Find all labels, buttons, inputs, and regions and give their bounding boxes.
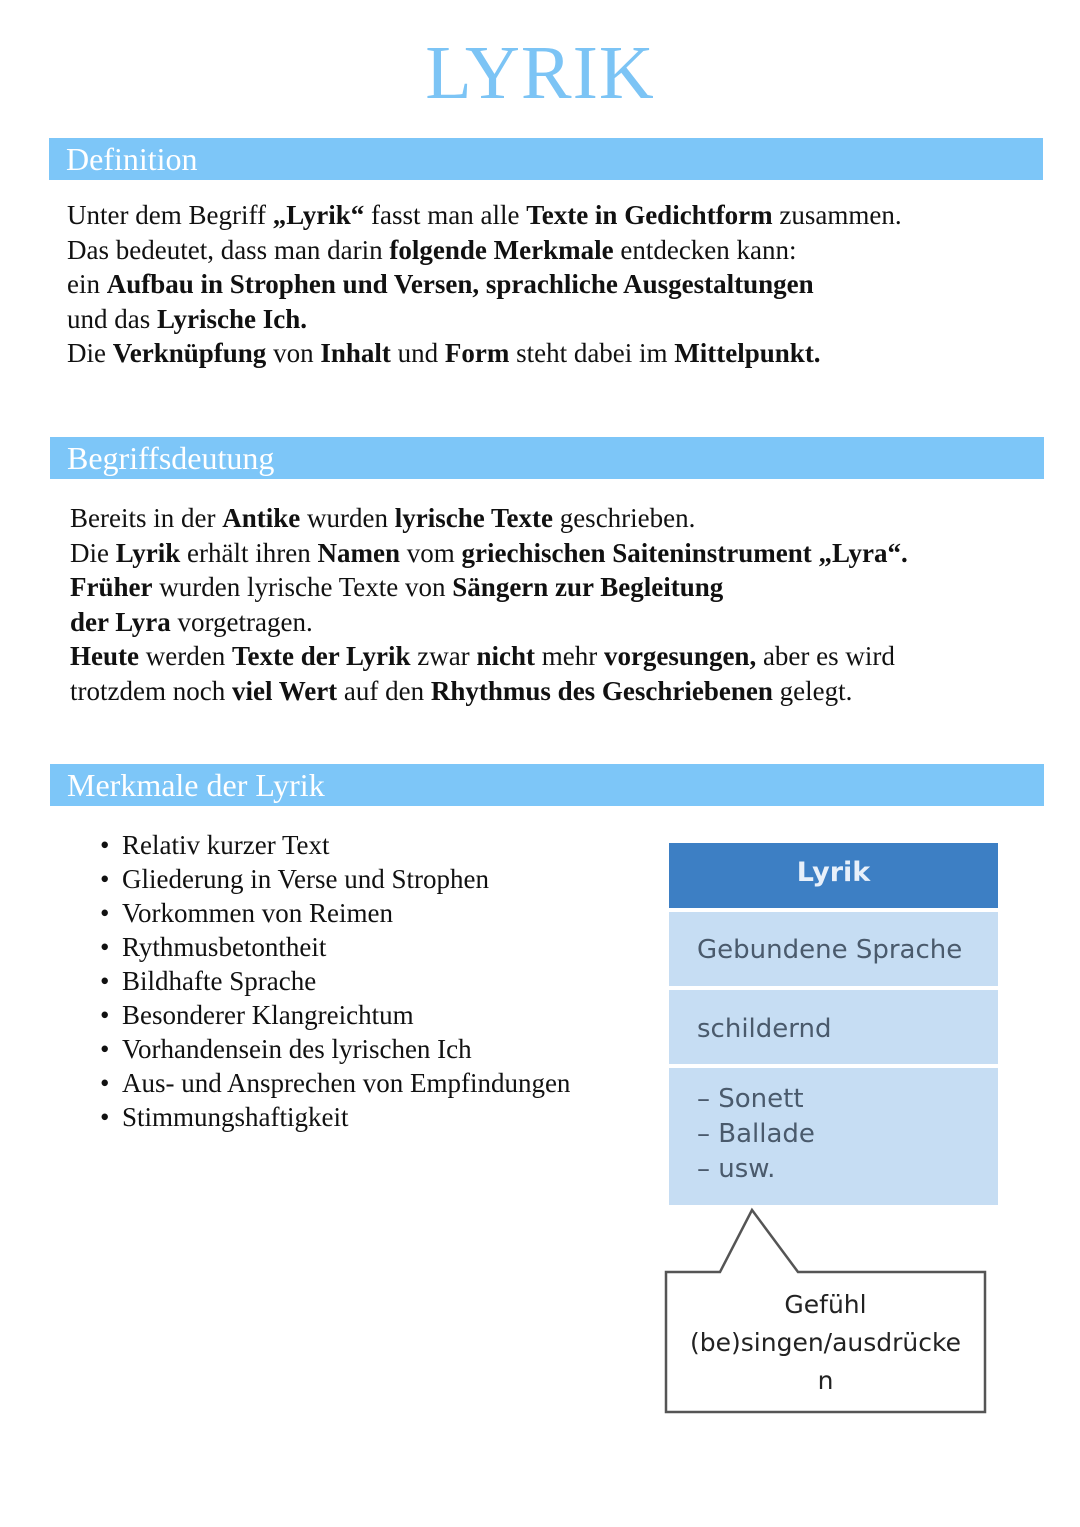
text: entdecken kann:	[613, 234, 797, 265]
text: Die	[67, 338, 113, 368]
callout-text	[668, 1286, 983, 1400]
text: zusammen.	[772, 200, 902, 230]
text: werden	[138, 641, 232, 671]
bold-text: Namen	[317, 537, 400, 568]
page-title: LYRIK	[425, 31, 655, 115]
text: aber es wird	[756, 641, 895, 671]
text: wurden lyrische Texte von	[152, 572, 453, 602]
text: und	[390, 338, 445, 368]
bold-text: „Lyrik“	[272, 200, 365, 230]
text: fasst man alle	[364, 200, 527, 230]
list-item: • Vorhandensein des lyrischen Ich	[100, 1032, 570, 1066]
list-item: • Stimmungshaftigkeit	[100, 1100, 570, 1134]
callout-line: Gefühl	[784, 1290, 867, 1319]
diagram-row-sprache: Gebundene Sprache	[669, 912, 998, 986]
list-item: • Vorkommen von Reimen	[100, 896, 570, 930]
bold-text: Sängern zur Begleitung	[452, 572, 724, 602]
section-heading-begriffsdeutung: Begriffsdeutung	[50, 437, 1044, 479]
list-item: • Rythmusbetontheit	[100, 930, 570, 964]
text: von	[266, 338, 321, 368]
text: Das bedeutet, dass man darin	[67, 234, 390, 265]
text: und das	[67, 303, 157, 334]
list-item: • Aus- und Ansprechen von Empfindungen	[100, 1066, 570, 1100]
text: auf den	[337, 675, 431, 706]
bold-text: Mittelpunkt.	[674, 338, 821, 368]
text: vom	[399, 537, 462, 568]
list-item: • Relativ kurzer Text	[100, 828, 570, 862]
callout-line: n	[817, 1366, 834, 1395]
callout-line: (be)singen/ausdrücke	[690, 1328, 961, 1357]
text: Bereits in der	[70, 503, 223, 533]
text: wurden	[300, 503, 395, 533]
diagram-form-item: – Sonett	[697, 1084, 804, 1114]
text: trotzdem noch	[70, 675, 232, 706]
bold-text: Lyrik	[115, 537, 181, 568]
text: geschrieben.	[552, 503, 696, 533]
bold-text: Form	[444, 338, 510, 368]
text: zwar	[410, 641, 477, 671]
bold-text: viel Wert	[231, 675, 338, 706]
section-heading-merkmale: Merkmale der Lyrik	[50, 764, 1044, 806]
list-item: • Bildhafte Sprache	[100, 964, 570, 998]
text: mehr	[534, 641, 604, 671]
bold-text: folgende Merkmale	[389, 234, 614, 265]
bold-text: lyrische Texte	[394, 503, 553, 533]
list-item: • Besonderer Klangreichtum	[100, 998, 570, 1032]
bold-text: Texte der Lyrik	[231, 641, 411, 671]
diagram-form-item: – Ballade	[697, 1119, 815, 1149]
bold-text: Lyrische Ich.	[157, 303, 308, 334]
bold-text: der Lyra	[70, 606, 171, 637]
text: gelegt.	[772, 675, 853, 706]
diagram-row-schildernd: schildernd	[669, 990, 998, 1064]
text: Unter dem Begriff	[67, 200, 273, 230]
bold-text: Früher	[70, 572, 153, 602]
section-heading-definition: Definition	[49, 138, 1043, 180]
bold-text: nicht	[476, 641, 535, 671]
bold-text: Heute	[70, 641, 139, 671]
text: erhält ihren	[180, 537, 318, 568]
list-item: • Gliederung in Verse und Strophen	[100, 862, 570, 896]
bold-text: Texte in Gedichtform	[526, 200, 773, 230]
text: vorgetragen.	[170, 606, 313, 637]
text: steht dabei im	[509, 338, 675, 368]
bold-text: vorgesungen,	[603, 641, 757, 671]
text: Die	[70, 537, 116, 568]
bold-text: Aufbau in Strophen und Versen, sprachliche Ausgestaltungen	[106, 269, 814, 299]
bold-text: Rhythmus des Geschriebenen	[430, 675, 773, 706]
text: ein	[67, 269, 107, 299]
bold-text: griechischen Saiteninstrument „Lyra“.	[461, 537, 908, 568]
bold-text: Antike	[222, 503, 301, 533]
bold-text: Inhalt	[320, 338, 391, 368]
bold-text: Verknüpfung	[112, 338, 267, 368]
diagram-form-item: – usw.	[697, 1154, 776, 1184]
diagram-header: Lyrik	[669, 843, 998, 908]
